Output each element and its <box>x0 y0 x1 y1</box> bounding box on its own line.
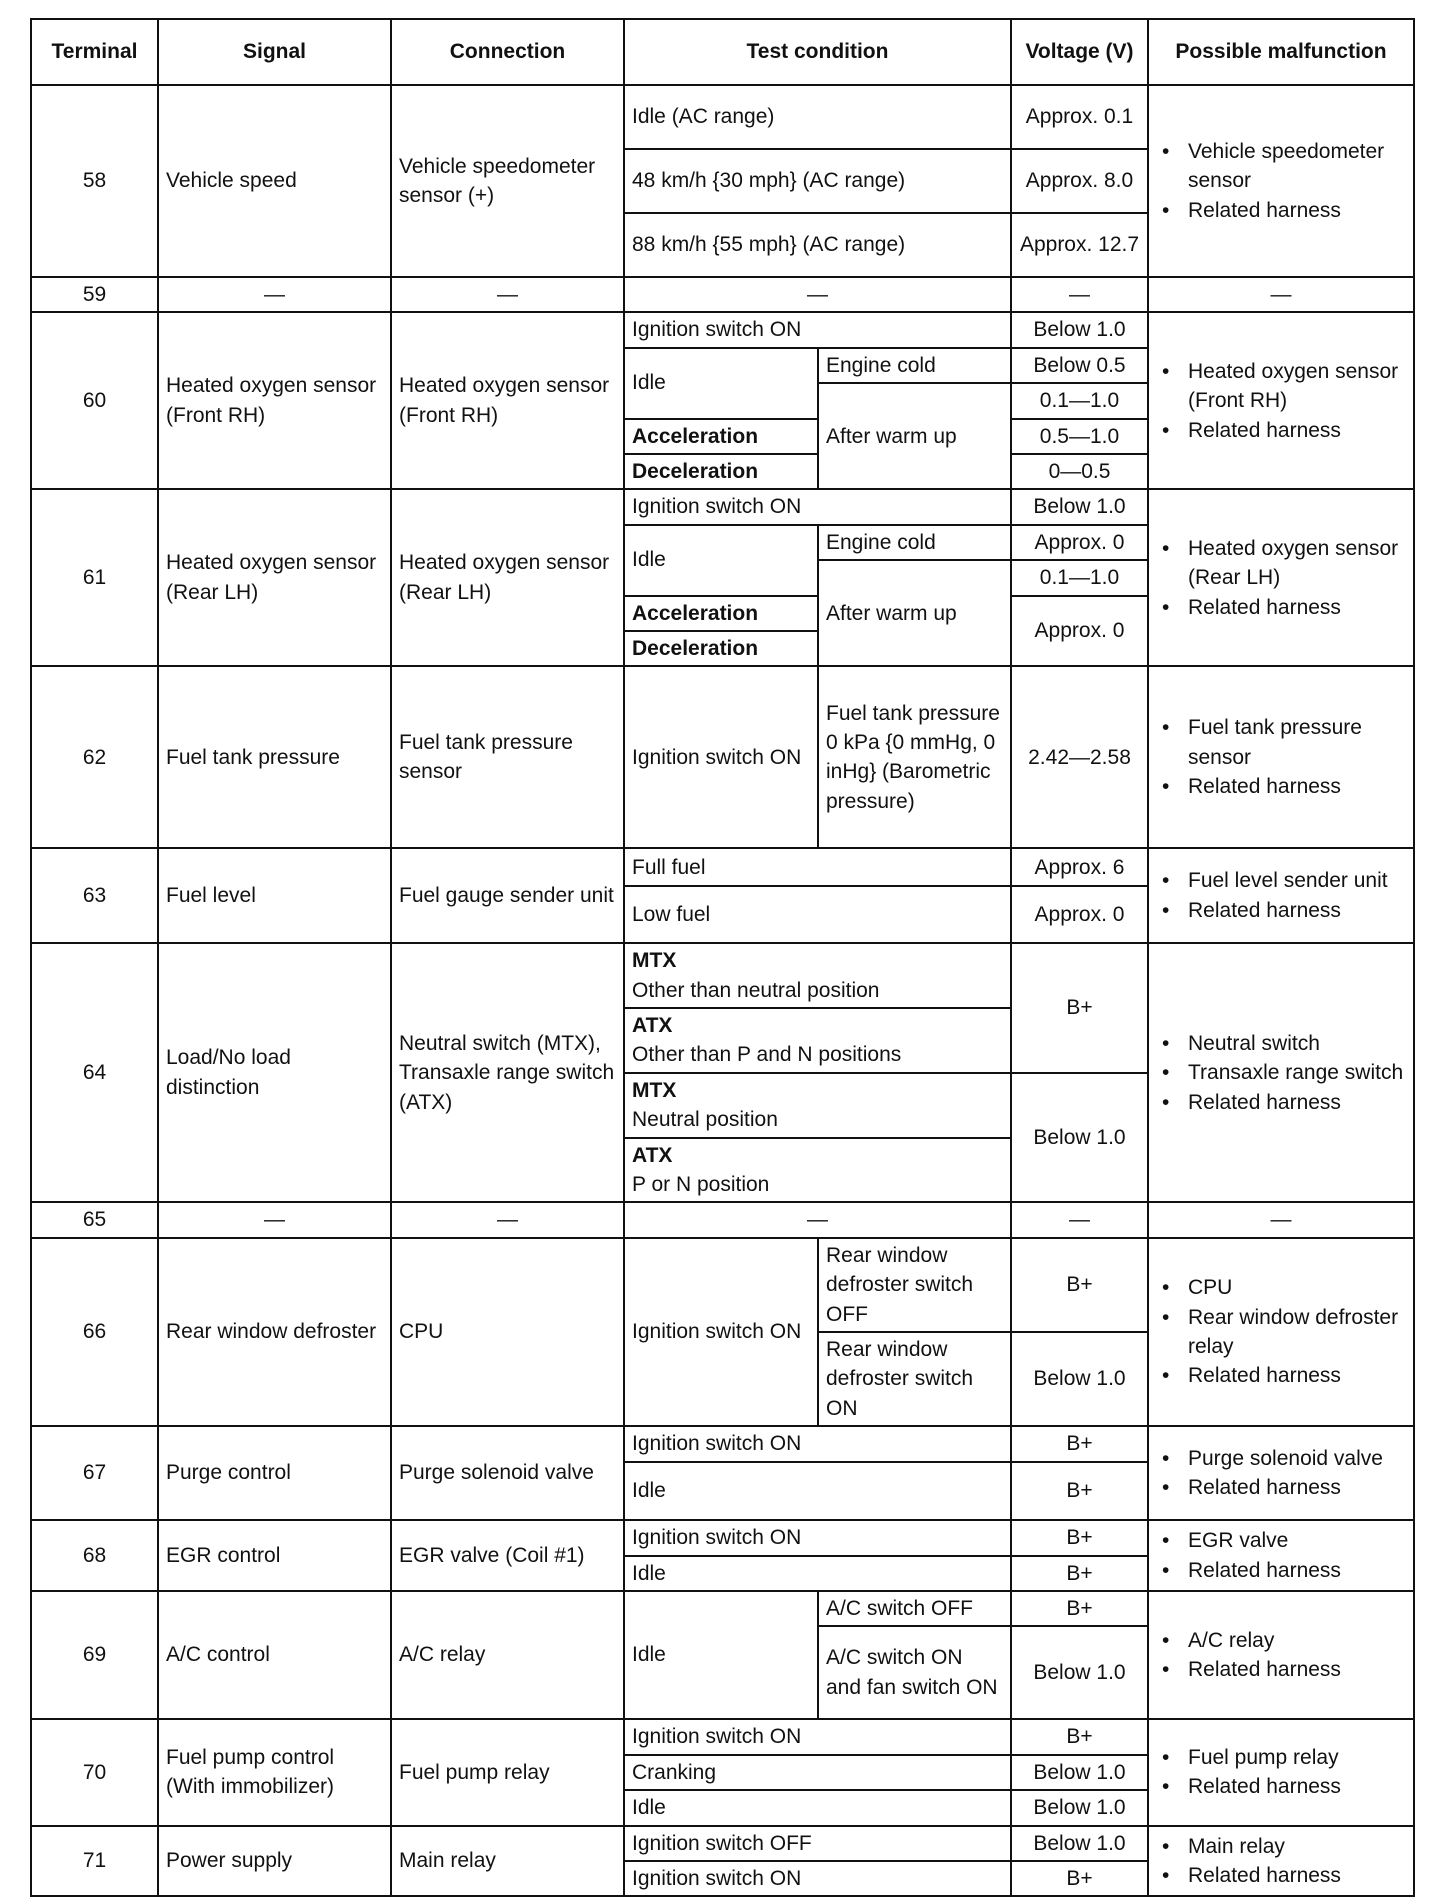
terminal-cell: 69 <box>31 1591 158 1719</box>
connection-cell: EGR valve (Coil #1) <box>391 1520 624 1591</box>
voltage-cell: Approx. 0 <box>1011 525 1148 560</box>
connection-cell: Fuel gauge sender unit <box>391 848 624 943</box>
signal-cell: Purge control <box>158 1426 391 1520</box>
voltage-cell: 0—0.5 <box>1011 454 1148 489</box>
test-condition-cell <box>624 1008 1011 1073</box>
connection-cell: — <box>391 1202 624 1237</box>
table-row <box>31 489 1414 524</box>
test-condition-cell: Ignition switch ON <box>624 489 1011 524</box>
voltage-cell: — <box>1011 1202 1148 1237</box>
malfunction-item: • Related harness <box>1188 772 1406 801</box>
test-condition-cell: Rear window defroster switch ON <box>818 1332 1011 1426</box>
transmission-label: ATX <box>632 1014 673 1038</box>
voltage-cell: 0.1—1.0 <box>1011 560 1148 595</box>
table-row <box>31 1238 1414 1332</box>
malfunction-item: • Related harness <box>1188 896 1406 925</box>
table-row <box>31 1719 1414 1754</box>
test-condition-cell: Acceleration <box>624 596 818 631</box>
malfunction-cell <box>1148 1826 1414 1897</box>
test-condition-cell: — <box>624 277 1011 312</box>
test-condition-cell: Idle <box>624 1790 1011 1825</box>
test-condition-cell: Idle (AC range) <box>624 85 1011 149</box>
terminal-cell: 61 <box>31 489 158 666</box>
voltage-cell: Below 1.0 <box>1011 1826 1148 1861</box>
test-condition-cell: Ignition switch ON <box>624 666 818 848</box>
malfunction-cell <box>1148 489 1414 666</box>
voltage-cell: 0.1—1.0 <box>1011 383 1148 418</box>
malfunction-item: • Related harness <box>1188 1473 1406 1502</box>
table-row <box>31 1826 1414 1861</box>
header-row <box>31 19 1414 85</box>
test-condition-cell: Idle <box>624 1462 1011 1520</box>
voltage-cell: B+ <box>1011 1426 1148 1462</box>
malfunction-cell <box>1148 1591 1414 1719</box>
voltage-cell: 0.5—1.0 <box>1011 419 1148 454</box>
terminal-voltage-table <box>30 18 1415 1897</box>
connection-cell: Vehicle speedometer sensor (+) <box>391 85 624 277</box>
header-voltage: Voltage (V) <box>1011 19 1148 85</box>
voltage-cell: Below 1.0 <box>1011 1332 1148 1426</box>
terminal-cell: 67 <box>31 1426 158 1520</box>
malfunction-item: • Related harness <box>1188 1361 1406 1390</box>
connection-cell: Fuel pump relay <box>391 1719 624 1825</box>
header-test-condition: Test condition <box>624 19 1011 85</box>
condition-text: Other than P and N positions <box>632 1043 902 1067</box>
voltage-cell: — <box>1011 277 1148 312</box>
malfunction-item: • Fuel pump relay <box>1188 1743 1406 1772</box>
test-condition-cell: — <box>624 1202 1011 1237</box>
table-row <box>31 1426 1414 1462</box>
signal-cell: Vehicle speed <box>158 85 391 277</box>
connection-cell: Fuel tank pressure sensor <box>391 666 624 848</box>
header-malfunction: Possible malfunction <box>1148 19 1414 85</box>
transmission-label: ATX <box>632 1143 673 1167</box>
voltage-cell: Below 1.0 <box>1011 1626 1148 1719</box>
malfunction-item: • Related harness <box>1188 1556 1406 1585</box>
test-condition-cell: Ignition switch ON <box>624 1719 1011 1754</box>
terminal-cell: 66 <box>31 1238 158 1426</box>
test-condition-cell: Low fuel <box>624 886 1011 943</box>
test-condition-cell: Fuel tank pressure 0 kPa {0 mmHg, 0 inHg} (Barometric pressure) <box>818 666 1011 848</box>
malfunction-item: • Fuel level sender unit <box>1188 866 1406 895</box>
malfunction-item: • Heated oxygen sensor (Front RH) <box>1188 357 1406 416</box>
connection-cell: Heated oxygen sensor (Rear LH) <box>391 489 624 666</box>
terminal-cell: 68 <box>31 1520 158 1591</box>
malfunction-cell: — <box>1148 277 1414 312</box>
test-condition-cell: Ignition switch ON <box>624 312 1011 347</box>
table-row <box>31 277 1414 312</box>
malfunction-item: • A/C relay <box>1188 1626 1406 1655</box>
terminal-cell: 70 <box>31 1719 158 1825</box>
malfunction-item: • Rear window defroster relay <box>1188 1303 1406 1362</box>
malfunction-cell <box>1148 666 1414 848</box>
voltage-cell: B+ <box>1011 1719 1148 1754</box>
malfunction-cell <box>1148 848 1414 943</box>
connection-cell: Main relay <box>391 1826 624 1897</box>
test-condition-cell: After warm up <box>818 383 1011 489</box>
malfunction-item: • Related harness <box>1188 1088 1406 1117</box>
malfunction-item: • Related harness <box>1188 593 1406 622</box>
malfunction-cell <box>1148 1719 1414 1825</box>
test-condition-cell: Ignition switch ON <box>624 1861 1011 1896</box>
malfunction-item: • Transaxle range switch <box>1188 1058 1406 1087</box>
voltage-cell: Below 0.5 <box>1011 348 1148 383</box>
test-condition-cell: Ignition switch ON <box>624 1238 818 1426</box>
voltage-cell: Approx. 0 <box>1011 886 1148 943</box>
malfunction-cell <box>1148 943 1414 1202</box>
voltage-cell: Below 1.0 <box>1011 1073 1148 1203</box>
test-condition-cell: Idle <box>624 348 818 419</box>
signal-cell: A/C control <box>158 1591 391 1719</box>
terminal-cell: 65 <box>31 1202 158 1237</box>
voltage-cell: Below 1.0 <box>1011 489 1148 524</box>
malfunction-cell <box>1148 85 1414 277</box>
voltage-cell: Below 1.0 <box>1011 312 1148 347</box>
malfunction-cell <box>1148 1426 1414 1520</box>
condition-text: P or N position <box>632 1173 770 1197</box>
test-condition-cell <box>624 1073 1011 1138</box>
test-condition-cell: Cranking <box>624 1755 1011 1790</box>
malfunction-cell <box>1148 1520 1414 1591</box>
test-condition-cell: Ignition switch OFF <box>624 1826 1011 1861</box>
test-condition-cell: After warm up <box>818 560 1011 666</box>
voltage-cell: B+ <box>1011 1462 1148 1520</box>
signal-cell: Load/No load distinction <box>158 943 391 1202</box>
malfunction-item: • EGR valve <box>1188 1526 1406 1555</box>
test-condition-cell: 88 km/h {55 mph} (AC range) <box>624 213 1011 277</box>
malfunction-item: • Main relay <box>1188 1832 1406 1861</box>
table-row <box>31 1202 1414 1237</box>
signal-cell: EGR control <box>158 1520 391 1591</box>
table-row <box>31 85 1414 149</box>
table-row <box>31 848 1414 886</box>
malfunction-item: • Related harness <box>1188 1861 1406 1890</box>
transmission-label: MTX <box>632 1078 677 1102</box>
voltage-cell: B+ <box>1011 943 1148 1073</box>
connection-cell: Heated oxygen sensor (Front RH) <box>391 312 624 489</box>
malfunction-cell <box>1148 1238 1414 1426</box>
header-signal: Signal <box>158 19 391 85</box>
malfunction-item: • CPU <box>1188 1273 1406 1302</box>
test-condition-cell: Deceleration <box>624 454 818 489</box>
test-condition-cell: Idle <box>624 525 818 596</box>
signal-cell: Fuel pump control (With immobilizer) <box>158 1719 391 1825</box>
malfunction-item: • Related harness <box>1188 1655 1406 1684</box>
condition-text: Neutral position <box>632 1108 778 1132</box>
signal-cell: Rear window defroster <box>158 1238 391 1426</box>
voltage-cell: Approx. 12.7 <box>1011 213 1148 277</box>
connection-cell: Purge solenoid valve <box>391 1426 624 1520</box>
voltage-cell: B+ <box>1011 1238 1148 1332</box>
test-condition-cell: Idle <box>624 1556 1011 1591</box>
header-connection: Connection <box>391 19 624 85</box>
test-condition-cell: 48 km/h {30 mph} (AC range) <box>624 149 1011 213</box>
signal-cell: Fuel level <box>158 848 391 943</box>
voltage-cell: Below 1.0 <box>1011 1755 1148 1790</box>
test-condition-cell: Idle <box>624 1591 818 1719</box>
test-condition-cell: Engine cold <box>818 525 1011 560</box>
table-row <box>31 943 1414 1008</box>
voltage-cell: Approx. 6 <box>1011 848 1148 886</box>
terminal-cell: 71 <box>31 1826 158 1897</box>
connection-cell: A/C relay <box>391 1591 624 1719</box>
terminal-cell: 59 <box>31 277 158 312</box>
malfunction-item: • Heated oxygen sensor (Rear LH) <box>1188 534 1406 593</box>
table-row <box>31 1520 1414 1555</box>
table-row <box>31 666 1414 848</box>
test-condition-cell: Ignition switch ON <box>624 1520 1011 1555</box>
malfunction-item: • Fuel tank pressure sensor <box>1188 713 1406 772</box>
connection-cell: CPU <box>391 1238 624 1426</box>
malfunction-item: • Related harness <box>1188 416 1406 445</box>
signal-cell: Fuel tank pressure <box>158 666 391 848</box>
signal-cell: Heated oxygen sensor (Front RH) <box>158 312 391 489</box>
signal-cell: Heated oxygen sensor (Rear LH) <box>158 489 391 666</box>
connection-cell: Neutral switch (MTX), Transaxle range switch (ATX) <box>391 943 624 1202</box>
terminal-cell: 62 <box>31 666 158 848</box>
voltage-cell: Approx. 8.0 <box>1011 149 1148 213</box>
test-condition-cell: Acceleration <box>624 419 818 454</box>
transmission-label: MTX <box>632 949 677 973</box>
malfunction-item: • Neutral switch <box>1188 1029 1406 1058</box>
test-condition-cell: Deceleration <box>624 631 818 666</box>
malfunction-item: • Related harness <box>1188 196 1406 225</box>
terminal-cell: 58 <box>31 85 158 277</box>
signal-cell: — <box>158 277 391 312</box>
voltage-cell: B+ <box>1011 1520 1148 1555</box>
malfunction-cell: — <box>1148 1202 1414 1237</box>
table-row <box>31 312 1414 347</box>
test-condition-cell: A/C switch ON and fan switch ON <box>818 1626 1011 1719</box>
test-condition-cell <box>624 1138 1011 1203</box>
test-condition-cell: Ignition switch ON <box>624 1426 1011 1462</box>
test-condition-cell: Engine cold <box>818 348 1011 383</box>
voltage-cell: B+ <box>1011 1591 1148 1626</box>
voltage-cell: Approx. 0.1 <box>1011 85 1148 149</box>
connection-cell: — <box>391 277 624 312</box>
voltage-cell: B+ <box>1011 1861 1148 1896</box>
test-condition-cell: Rear window defroster switch OFF <box>818 1238 1011 1332</box>
signal-cell: — <box>158 1202 391 1237</box>
condition-text: Other than neutral position <box>632 978 880 1002</box>
header-terminal: Terminal <box>31 19 158 85</box>
voltage-cell: B+ <box>1011 1556 1148 1591</box>
malfunction-item: • Purge solenoid valve <box>1188 1444 1406 1473</box>
voltage-cell: 2.42—2.58 <box>1011 666 1148 848</box>
signal-cell: Power supply <box>158 1826 391 1897</box>
table-row <box>31 1591 1414 1626</box>
test-condition-cell: Full fuel <box>624 848 1011 886</box>
malfunction-item: • Related harness <box>1188 1772 1406 1801</box>
malfunction-cell <box>1148 312 1414 489</box>
terminal-cell: 64 <box>31 943 158 1202</box>
voltage-cell: Approx. 0 <box>1011 596 1148 667</box>
malfunction-item: • Vehicle speedometer sensor <box>1188 137 1406 196</box>
voltage-cell: Below 1.0 <box>1011 1790 1148 1825</box>
test-condition-cell <box>624 943 1011 1008</box>
terminal-cell: 63 <box>31 848 158 943</box>
terminal-cell: 60 <box>31 312 158 489</box>
test-condition-cell: A/C switch OFF <box>818 1591 1011 1626</box>
